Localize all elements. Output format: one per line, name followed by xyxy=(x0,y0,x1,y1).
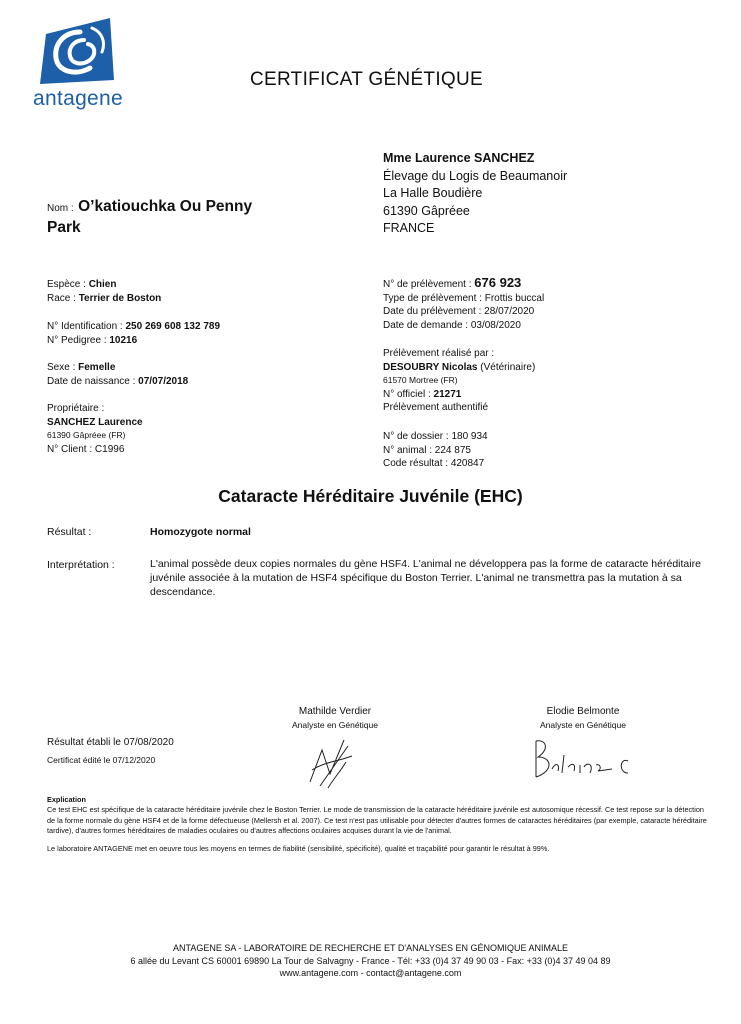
identification-label: N° Identification : xyxy=(47,321,123,332)
officiel-label: N° officiel : xyxy=(383,388,431,400)
officiel-value: 21271 xyxy=(433,388,462,400)
date-demande: Date de demande : 03/08/2020 xyxy=(383,319,521,331)
naissance-value: 07/07/2018 xyxy=(138,375,189,387)
animal-sex-block xyxy=(47,361,188,388)
dossier-number: N° de dossier : 180 934 xyxy=(383,431,488,442)
realise-par: Prélèvement réalisé par : xyxy=(383,348,495,359)
signature-right-scribble xyxy=(528,735,638,790)
signature-left xyxy=(260,706,410,730)
test-title: Cataracte Héréditaire Juvénile (EHC) xyxy=(218,486,523,506)
race-value: Terrier de Boston xyxy=(78,292,162,304)
vet-block xyxy=(383,347,535,415)
resultat-value: Homozygote normal xyxy=(150,526,251,538)
prelevement-authentifie: Prélèvement authentifié xyxy=(383,402,489,413)
date-prelevement: Date du prélèvement : 28/07/2020 xyxy=(383,306,535,317)
prelevement-value: 676 923 xyxy=(474,275,522,290)
signer-right-role: Analyste en Génétique xyxy=(539,720,626,730)
animal-number: N° animal : 224 875 xyxy=(383,444,471,456)
animal-species-block xyxy=(47,278,161,305)
naissance-label: Date de naissance : xyxy=(47,375,136,387)
resultat-etabli: Résultat établi le 07/08/2020 xyxy=(47,737,174,748)
owner-label: Propriétaire : xyxy=(47,403,105,414)
labo-statement: Le laboratoire ANTAGENE met en oeuvre tous les moyens en termes de fiabilité (sensibilité, spécificité), qualité et traçabilité pour garantir le résultat à 99%. xyxy=(47,844,550,854)
footer-line1: ANTAGENE SA - LABORATOIRE DE RECHERCHE ET D'ANALYSES EN GÉNOMIQUE ANIMALE xyxy=(173,943,568,953)
identification-value: 250 269 608 132 789 xyxy=(125,321,221,332)
animal-id-block xyxy=(47,320,220,347)
animal-name-line1: O’katiouchka Ou Penny xyxy=(78,198,253,215)
document-title: CERTIFICAT GÉNÉTIQUE xyxy=(250,69,483,90)
recipient-name: Mme Laurence SANCHEZ xyxy=(383,151,535,165)
client-value: C1996 xyxy=(94,443,125,455)
signature-left-scribble xyxy=(300,732,360,797)
signer-left-role: Analyste en Génétique xyxy=(291,720,378,730)
explication-heading: Explication xyxy=(47,795,86,804)
pedigree-label: N° Pedigree : xyxy=(47,334,107,346)
recipient-line2: La Halle Boudière xyxy=(383,186,483,200)
recipient-line3: 61390 Gâpréee xyxy=(383,203,470,218)
signature-right xyxy=(508,706,658,730)
sexe-label: Sexe : xyxy=(47,362,76,373)
espece-value: Chien xyxy=(88,279,117,290)
footer-line3: www.antagene.com - contact@antagene.com xyxy=(279,968,462,978)
vet-address: 61570 Mortree (FR) xyxy=(383,375,458,385)
prelevement-label: N° de prélèvement : xyxy=(383,279,472,290)
recipient-line1: Élevage du Logis de Beaumanoir xyxy=(383,168,568,183)
animal-name-block xyxy=(47,196,347,238)
vet-role: (Vétérinaire) xyxy=(480,361,536,373)
explication-block xyxy=(47,795,712,854)
type-prelevement: Type de prélèvement : Frottis buccal xyxy=(383,292,545,304)
explication-text: Ce test EHC est spécifique de la cataracte héréditaire juvénile chez le Boston Terrier. Le mode de transmission de la cataracte héréditaire juvénile est autosomique récessif. Ce test repose sur la détection de la forme normale du gène HSF4 et de la forme défectueuse (Mellersh et al. 2007). Ce test n'est pas utilisable pour détecter d'autres formes de cataractes héréditaires (par exemple, cataracte héréditaire tardive), d'autres formes héréditaires de maladies oculaires ou d'autres affections oculaires acquises durant la vie de l'animal. xyxy=(47,805,707,835)
logo-wordmark: antagene xyxy=(33,87,123,110)
race-label: Race : xyxy=(47,292,76,304)
sexe-value: Femelle xyxy=(78,362,116,373)
owner-name: SANCHEZ Laurence xyxy=(47,416,143,428)
espece-label: Espèce : xyxy=(47,279,86,290)
animal-name-line2: Park xyxy=(47,219,81,236)
owner-address: 61390 Gâpréee (FR) xyxy=(47,430,126,440)
footer-line2: 6 allée du Levant CS 60001 69890 La Tour de Salvagny - France - Tél: +33 (0)4 37 49 90 03 - Fax: +33 (0)4 37 49 04 89 xyxy=(130,955,611,966)
owner-block xyxy=(47,402,143,456)
certificat-edite: Certificat édité le 07/12/2020 xyxy=(47,755,156,765)
signer-right-name: Elodie Belmonte xyxy=(546,706,620,717)
pedigree-value: 10216 xyxy=(109,334,138,346)
dossier-block xyxy=(383,430,488,471)
sample-block xyxy=(383,276,544,332)
signer-left-name: Mathilde Verdier xyxy=(298,706,372,717)
footer xyxy=(0,942,741,980)
recipient-address xyxy=(383,150,567,238)
vet-name: DESOUBRY Nicolas xyxy=(383,361,478,373)
code-resultat: Code résultat : 420847 xyxy=(383,458,485,469)
interpretation-label: Interprétation : xyxy=(47,559,115,571)
nom-label: Nom : xyxy=(47,203,74,214)
recipient-country: FRANCE xyxy=(383,221,435,235)
client-label: N° Client : xyxy=(47,443,93,455)
interpretation-text: L'animal possède deux copies normales du gène HSF4. L'animal ne développera pas la forme de cataracte héréditaire juvénile associée à la mutation de HSF4 spécifique du Boston Terrier. L'animal ne transmettra pas la mutation à sa descendance. xyxy=(150,558,701,598)
resultat-label: Résultat : xyxy=(47,526,92,538)
antagene-logo-mark xyxy=(40,18,116,84)
